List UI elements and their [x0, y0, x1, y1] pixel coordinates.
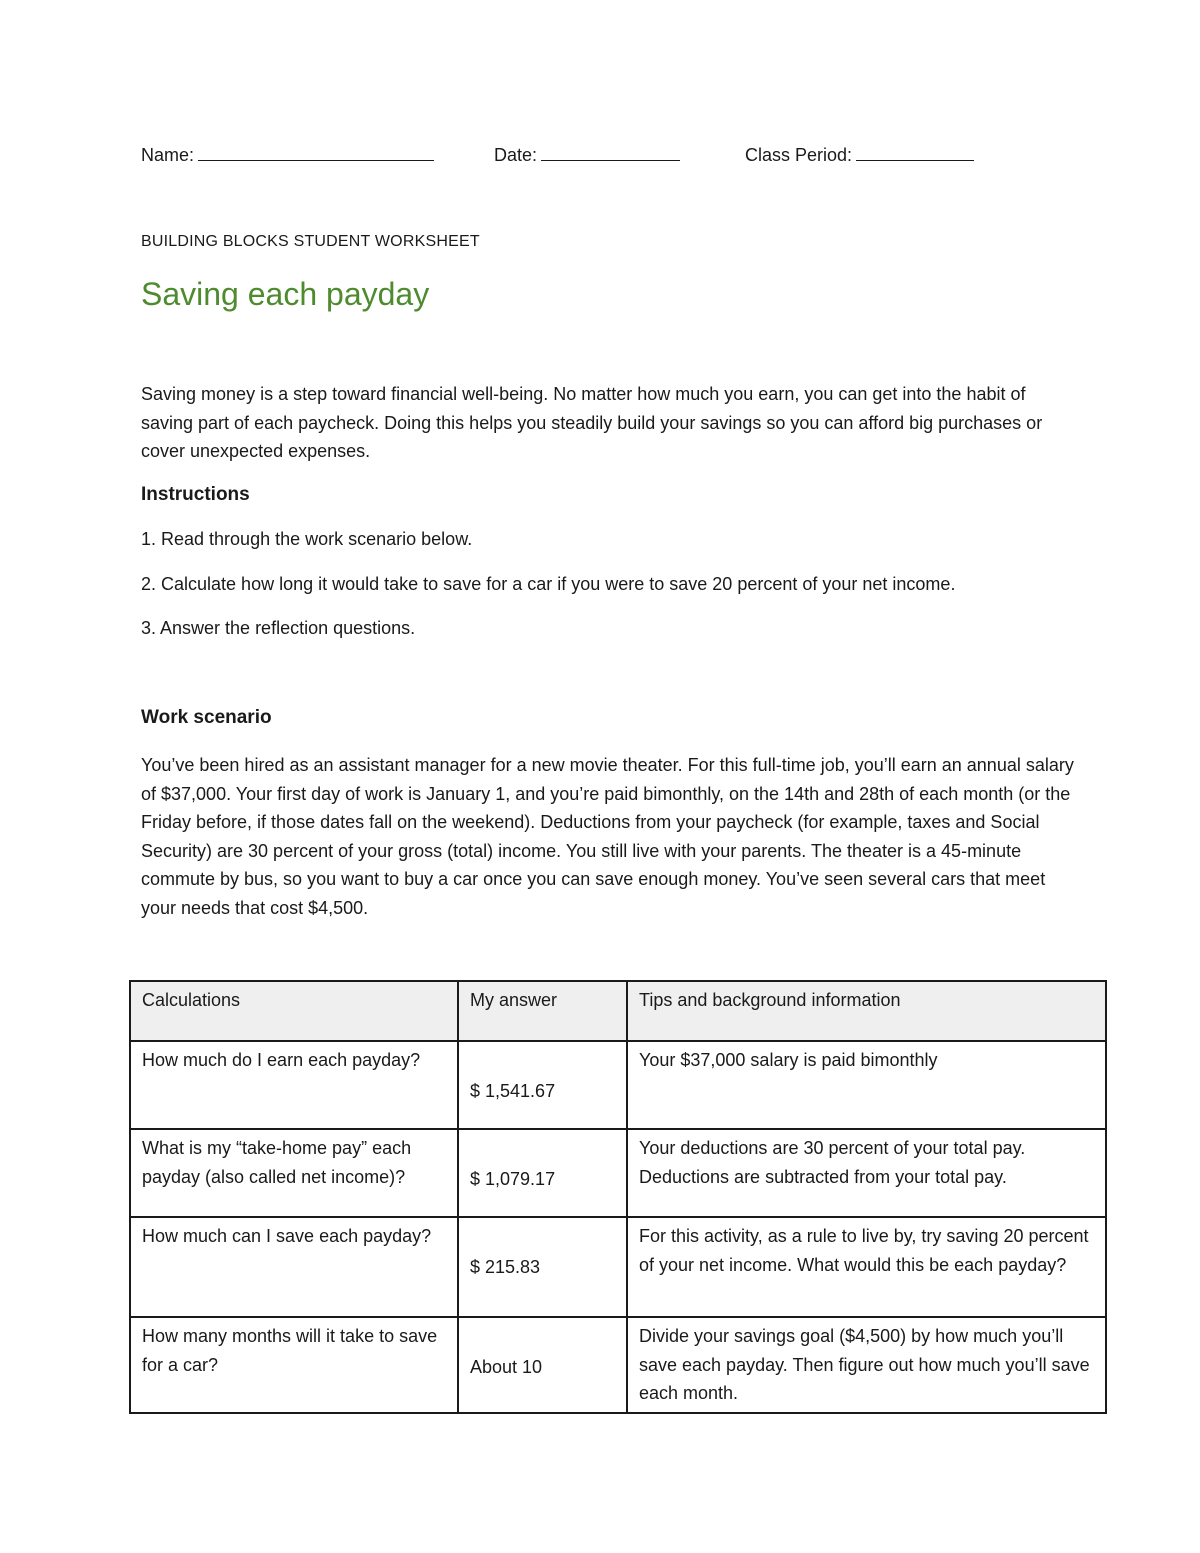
name-field[interactable] [141, 144, 434, 166]
tip-cell: Divide your savings goal ($4,500) by how much you’ll save each payday. Then figure out how much you’ll save each month. [627, 1317, 1106, 1413]
date-blank[interactable] [541, 144, 680, 161]
name-label: Name: [141, 145, 195, 165]
date-field[interactable] [494, 144, 680, 166]
question-cell: How much can I save each payday? [130, 1217, 458, 1317]
instructions-heading: Instructions [141, 484, 250, 505]
answer-value: $ 215.83 [470, 1257, 541, 1277]
instruction-step-2: 2. Calculate how long it would take to save for a car if you were to save 20 percent of your net income. [141, 574, 956, 594]
answer-cell[interactable] [458, 1129, 627, 1217]
page-title: Saving each payday [141, 276, 430, 312]
column-header-tips: Tips and background information [627, 981, 1106, 1041]
table-header-row [130, 981, 1106, 1041]
class-period-blank[interactable] [856, 144, 974, 161]
table-row [130, 1129, 1106, 1217]
tip-cell: Your $37,000 salary is paid bimonthly [627, 1041, 1106, 1129]
name-blank[interactable] [198, 144, 434, 161]
question-cell: How many months will it take to save for a car? [130, 1317, 458, 1413]
table-row [130, 1217, 1106, 1317]
answer-cell[interactable] [458, 1317, 627, 1413]
instruction-step-1: 1. Read through the work scenario below. [141, 529, 473, 549]
answer-cell[interactable] [458, 1041, 627, 1129]
class-period-label: Class Period: [745, 145, 853, 165]
tip-cell: For this activity, as a rule to live by, try saving 20 percent of your net income. What would this be each payday? [627, 1217, 1106, 1317]
tip-cell: Your deductions are 30 percent of your total pay. Deductions are subtracted from your total pay. [627, 1129, 1106, 1217]
question-cell: How much do I earn each payday? [130, 1041, 458, 1129]
calculations-table [129, 980, 1107, 1414]
work-scenario-heading: Work scenario [141, 707, 272, 728]
answer-value: $ 1,079.17 [470, 1169, 556, 1189]
question-cell: What is my “take-home pay” each payday (also called net income)? [130, 1129, 458, 1217]
date-label: Date: [494, 145, 538, 165]
answer-value: About 10 [470, 1357, 543, 1377]
column-header-my-answer: My answer [458, 981, 627, 1041]
work-scenario-text: You’ve been hired as an assistant manager for a new movie theater. For this full-time job, you’ll earn an annual salary of $37,000. Your first day of work is January 1, and you’re paid bimonthly, on the 14th and 28th of each month (or the Friday before, if those dates fall on the weekend). Deductions from your paycheck (for example, taxes and Social Security) are 30 percent of your gross (total) income. You still live with your parents. The theater is a 45-minute commute by bus, so you want to buy a car once you can save enough money. You’ve seen several cars that meet your needs that cost $4,500. [141, 755, 1074, 918]
instruction-step-3: 3. Answer the reflection questions. [141, 618, 416, 638]
table-row [130, 1317, 1106, 1413]
column-header-calculations: Calculations [130, 981, 458, 1041]
worksheet-eyebrow: BUILDING BLOCKS STUDENT WORKSHEET [141, 233, 480, 250]
class-period-field[interactable] [745, 144, 974, 166]
answer-value: $ 1,541.67 [470, 1081, 556, 1101]
intro-paragraph: Saving money is a step toward financial well-being. No matter how much you earn, you can get into the habit of saving part of each paycheck. Doing this helps you steadily build your savings so you can afford big purchases or cover unexpected expenses. [141, 384, 1043, 461]
answer-cell[interactable] [458, 1217, 627, 1317]
table-row [130, 1041, 1106, 1129]
